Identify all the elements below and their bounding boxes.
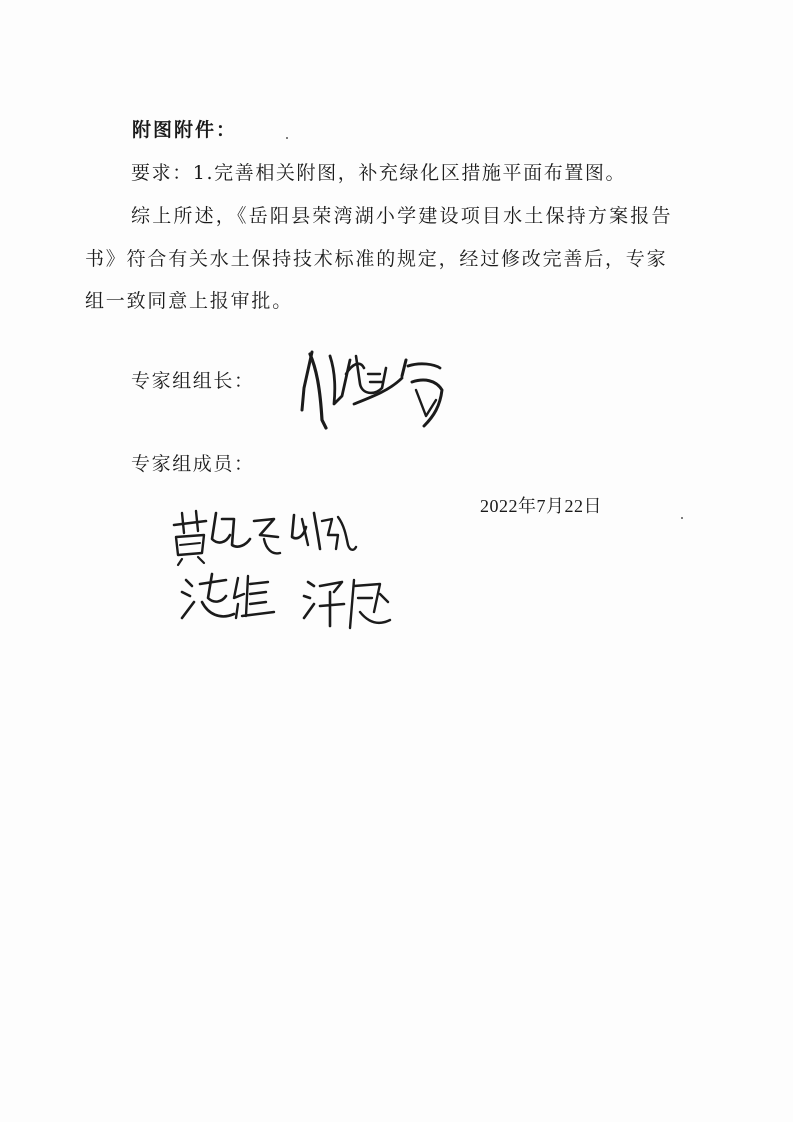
scan-speck [681,517,683,519]
requirement-text: 要求：1.完善相关附图，补充绿化区措施平面布置图。 [131,162,627,184]
attachments-heading: 附图附件： [132,119,238,141]
leader-label: 专家组组长： [131,370,255,392]
document-date: 2022年7月22日 [480,496,602,516]
member-signature-3 [178,568,288,628]
member-signature-4 [300,572,395,634]
conclusion-line-2: 书》符合有关水土保持技术标准的规定，经过修改完善后，专家 [85,248,668,270]
members-label: 专家组成员： [131,453,255,475]
scan-speck [286,137,288,139]
leader-signature [290,338,465,438]
member-signature-2 [288,505,358,557]
member-signature-1 [168,505,283,565]
conclusion-line-1: 综上所述，《岳阳县荣湾湖小学建设项目水土保持方案报告 [131,205,673,227]
conclusion-line-3: 组一致同意上报审批。 [85,290,294,312]
